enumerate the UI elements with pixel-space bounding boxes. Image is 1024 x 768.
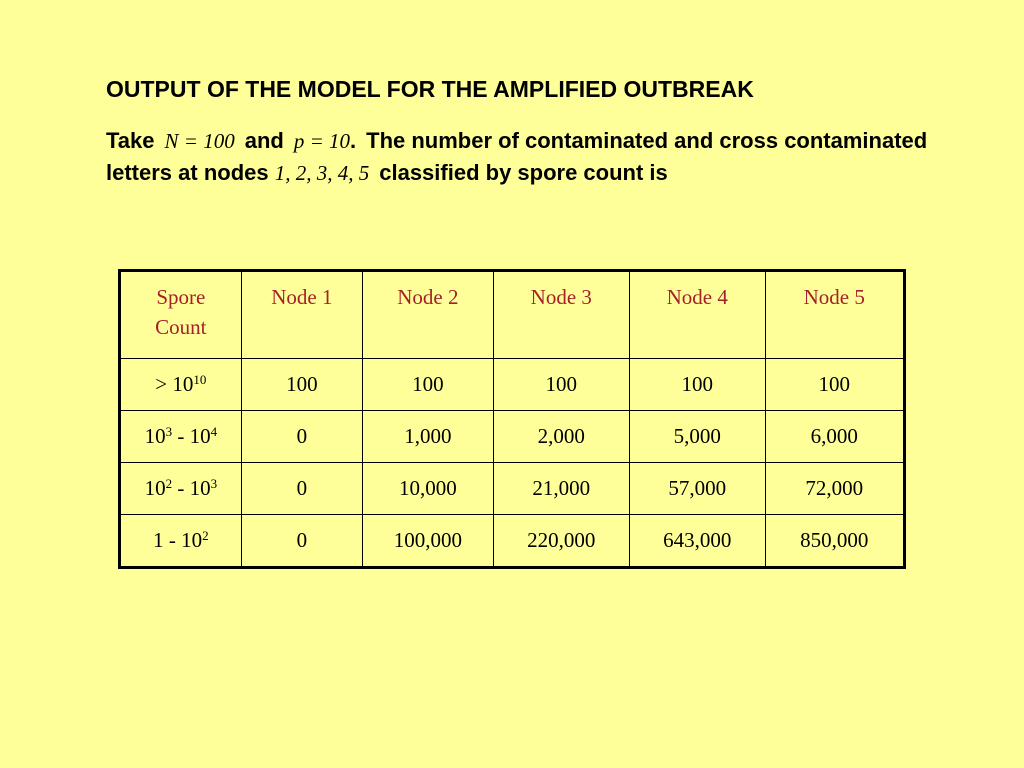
label-exponent-2: 3 bbox=[210, 476, 218, 491]
label-exponent-2: 4 bbox=[210, 424, 218, 439]
description-text-2: classified by spore count is bbox=[379, 160, 668, 185]
node-5-value-cell: 6,000 bbox=[765, 411, 905, 463]
node-4-value-cell: 643,000 bbox=[630, 515, 765, 568]
label-exponent-1: 2 bbox=[165, 476, 173, 491]
node-4-value-cell: 100 bbox=[630, 359, 765, 411]
node-3-value-cell: 2,000 bbox=[493, 411, 629, 463]
description-text-1: The number of contaminated and cross contaminated letters at nodes bbox=[106, 128, 928, 185]
spore-count-cell bbox=[120, 411, 242, 463]
node-3-value-cell: 220,000 bbox=[493, 515, 629, 568]
node-5-value-cell: 100 bbox=[765, 359, 905, 411]
node-2-value-cell: 100 bbox=[363, 359, 494, 411]
page-title: OUTPUT OF THE MODEL FOR THE AMPLIFIED OUTBREAK bbox=[106, 76, 754, 102]
label-prefix: 10 bbox=[144, 476, 166, 500]
node-1-value-cell: 0 bbox=[241, 411, 362, 463]
label-prefix: 10 bbox=[144, 424, 166, 448]
header-row bbox=[120, 271, 905, 359]
node-2-value-cell: 100,000 bbox=[363, 515, 494, 568]
spore-count-cell bbox=[120, 463, 242, 515]
p-expression: p = 10 bbox=[293, 129, 350, 153]
table-row bbox=[120, 515, 905, 568]
and-text: and bbox=[244, 128, 284, 153]
spore-count-cell bbox=[120, 359, 242, 411]
nodes-list: 1, 2, 3, 4, 5 bbox=[274, 161, 370, 185]
header-node-1: Node 1 bbox=[241, 271, 362, 359]
node-1-value-cell: 0 bbox=[241, 463, 362, 515]
node-4-value-cell: 57,000 bbox=[630, 463, 765, 515]
label-prefix: 1 - 10 bbox=[153, 528, 203, 552]
node-5-value-cell: 850,000 bbox=[765, 515, 905, 568]
node-2-value-cell: 1,000 bbox=[363, 411, 494, 463]
label-exponent-1: 3 bbox=[165, 424, 173, 439]
spore-count-cell bbox=[120, 515, 242, 568]
node-3-value-cell: 21,000 bbox=[493, 463, 629, 515]
table-row bbox=[120, 359, 905, 411]
node-1-value-cell: 0 bbox=[241, 515, 362, 568]
node-5-value-cell: 72,000 bbox=[765, 463, 905, 515]
label-exponent-1: 10 bbox=[193, 372, 207, 387]
spore-count-table bbox=[118, 269, 906, 569]
header-node-3: Node 3 bbox=[493, 271, 629, 359]
node-1-value-cell: 100 bbox=[241, 359, 362, 411]
node-4-value-cell: 5,000 bbox=[630, 411, 765, 463]
header-node-4: Node 4 bbox=[630, 271, 765, 359]
header-spore-count bbox=[120, 271, 242, 359]
table-row bbox=[120, 463, 905, 515]
label-mid: - 10 bbox=[172, 424, 211, 448]
label-mid: - 10 bbox=[172, 476, 211, 500]
header-node-5: Node 5 bbox=[765, 271, 905, 359]
take-text: Take bbox=[106, 128, 155, 153]
node-3-value-cell: 100 bbox=[493, 359, 629, 411]
header-node-2: Node 2 bbox=[363, 271, 494, 359]
period-text: . bbox=[350, 128, 357, 153]
description-paragraph bbox=[106, 125, 986, 189]
label-exponent-1: 2 bbox=[202, 528, 209, 543]
table-row bbox=[120, 411, 905, 463]
header-spore-count-label: Spore Count bbox=[155, 285, 207, 339]
n-expression: N = 100 bbox=[164, 129, 235, 153]
label-prefix: > 10 bbox=[155, 372, 194, 396]
node-2-value-cell: 10,000 bbox=[363, 463, 494, 515]
